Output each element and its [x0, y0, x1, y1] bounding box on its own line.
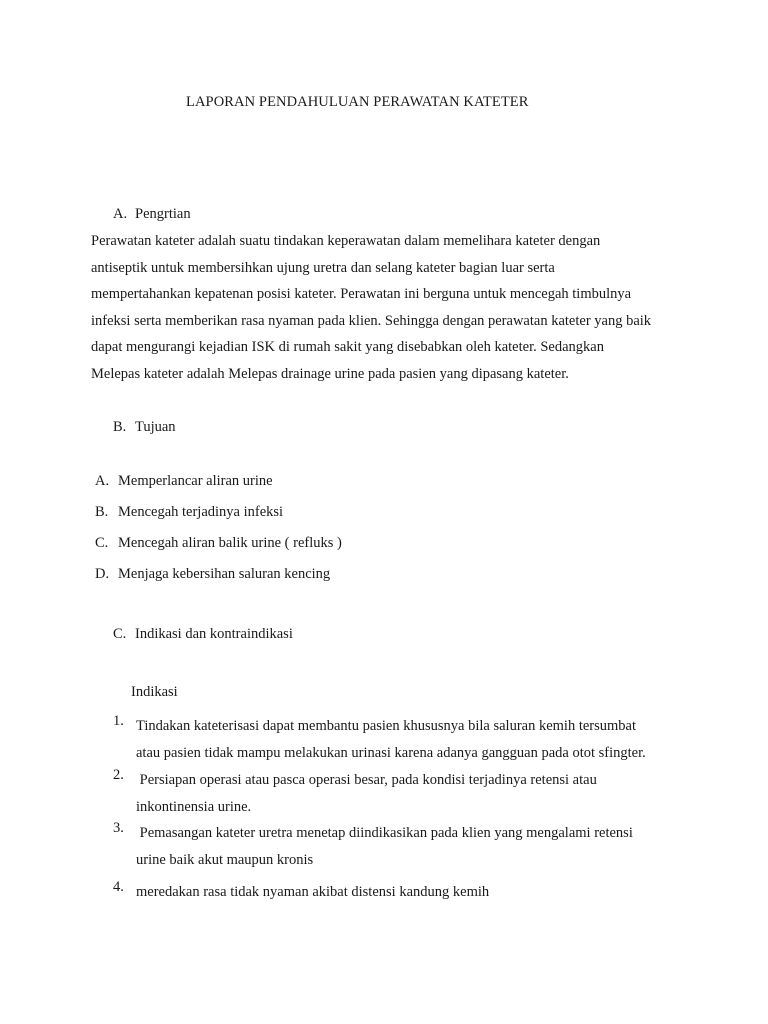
section-c-heading	[113, 626, 293, 643]
paragraph-line: mempertahankan kepatenan posisi kateter. Perawatan ini berguna untuk mencegah timbulnya	[91, 286, 632, 302]
list-item	[95, 504, 283, 521]
paragraph-line: dapat mengurangi kejadian ISK di rumah sakit yang disebabkan oleh kateter. Sedangkan	[91, 339, 604, 355]
numbered-item-marker: 4.	[113, 879, 124, 895]
section-c-marker: C.	[113, 626, 127, 642]
list-item	[95, 566, 330, 583]
numbered-item-line: atau pasien tidak mampu melakukan urinasi karena adanya gangguan pada otot sfingter.	[136, 745, 646, 761]
paragraph-line: Perawatan kateter adalah suatu tindakan keperawatan dalam memelihara kateter dengan	[91, 233, 601, 249]
list-item-text: Mencegah terjadinya infeksi	[118, 504, 284, 520]
numbered-item-marker: 1.	[113, 713, 124, 729]
list-item-marker: C.	[95, 535, 109, 551]
indikasi-label: Indikasi	[131, 684, 178, 700]
numbered-item	[113, 879, 713, 906]
section-b-heading	[113, 419, 176, 436]
numbered-item-line: inkontinensia urine.	[136, 799, 252, 815]
section-b-marker: B.	[113, 419, 127, 435]
list-item	[95, 535, 342, 552]
numbered-item	[113, 713, 713, 767]
numbered-item-line: meredakan rasa tidak nyaman akibat distensi kandung kemih	[136, 884, 490, 900]
list-item-text: Memperlancar aliran urine	[118, 473, 273, 489]
list-item-text: Menjaga kebersihan saluran kencing	[118, 566, 331, 582]
list-item-marker: A.	[95, 473, 110, 489]
section-c-title: Indikasi dan kontraindikasi	[135, 626, 293, 642]
numbered-item-line: Tindakan kateterisasi dapat membantu pasien khususnya bila saluran kemih tersumbat	[136, 718, 637, 734]
numbered-item	[113, 767, 713, 821]
paragraph-line: Melepas kateter adalah Melepas drainage urine pada pasien yang dipasang kateter.	[91, 365, 569, 382]
section-a-title: Pengrtian	[135, 206, 191, 222]
section-a-paragraph	[91, 228, 691, 387]
list-item-text: Mencegah aliran balik urine ( refluks )	[118, 535, 342, 551]
section-a-marker: A.	[113, 206, 128, 222]
list-item	[95, 473, 273, 490]
list-item-marker: D.	[95, 566, 110, 582]
numbered-item-line: Persiapan operasi atau pasca operasi besar, pada kondisi terjadinya retensi atau	[136, 772, 597, 788]
numbered-item-marker: 2.	[113, 767, 124, 783]
section-b-title: Tujuan	[135, 419, 176, 435]
document-title: LAPORAN PENDAHULUAN PERAWATAN KATETER	[186, 94, 529, 110]
numbered-item-line: urine baik akut maupun kronis	[136, 852, 314, 868]
paragraph-line: infeksi serta memberikan rasa nyaman pada klien. Sehingga dengan perawatan kateter yang baik	[91, 312, 652, 329]
paragraph-line: antiseptik untuk membersihkan ujung uretra dan selang kateter bagian luar serta	[91, 259, 555, 276]
numbered-item-line: Pemasangan kateter uretra menetap diindikasikan pada klien yang mengalami retensi	[136, 825, 633, 841]
section-a-heading	[113, 206, 191, 223]
numbered-item	[113, 820, 713, 874]
list-item-marker: B.	[95, 504, 109, 520]
numbered-item-marker: 3.	[113, 820, 124, 836]
